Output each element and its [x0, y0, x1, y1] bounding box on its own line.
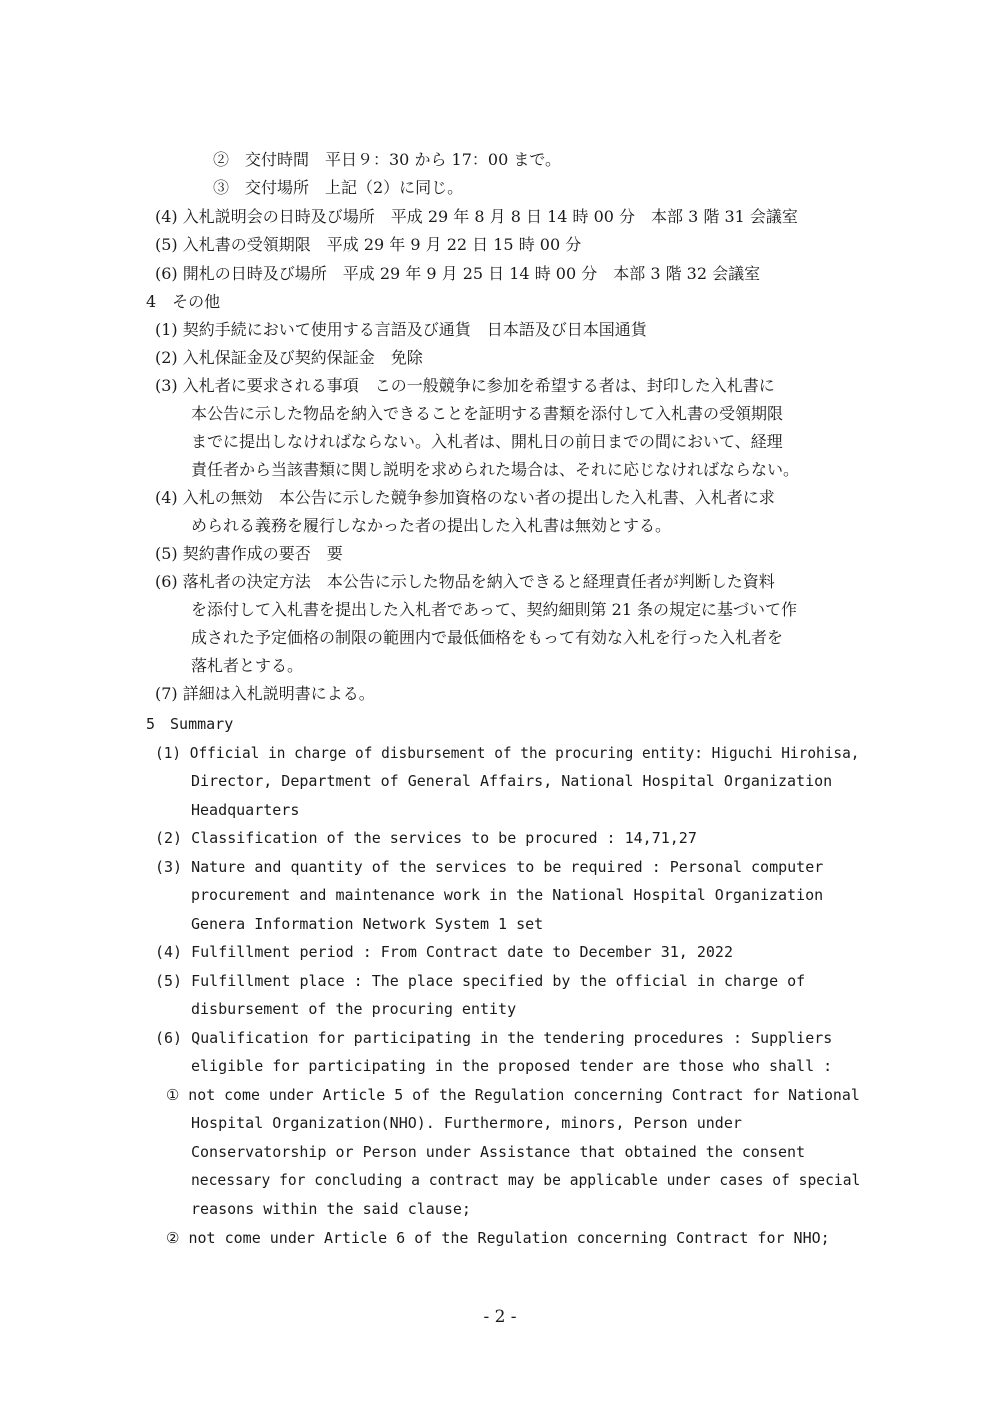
text-line: (2) Classification of the services to be procured : 14,71,27	[155, 829, 697, 847]
text-line: ① not come under Article 5 of the Regulation concerning Contract for National	[166, 1086, 860, 1104]
text-line: (3) 入札者に要求される事項 この一般競争に参加を希望する者は、封印した入札書に	[155, 376, 775, 395]
text-line: ② not come under Article 6 of the Regulation concerning Contract for NHO;	[166, 1229, 830, 1247]
text-line: (1) 契約手続において使用する言語及び通貨 日本語及び日本国通貨	[155, 320, 647, 339]
text-line: (7) 詳細は入札説明書による。	[155, 684, 375, 703]
text-line: 落札者とする。	[191, 656, 304, 675]
text-line: procurement and maintenance work in the National Hospital Organization	[191, 886, 824, 904]
text-line: (6) 落札者の決定方法 本公告に示した物品を納入できると経理責任者が判断した資料	[155, 572, 775, 591]
page-number: - 2 -	[483, 1307, 517, 1327]
text-line: (5) 契約書作成の要否 要	[155, 544, 343, 563]
text-line: Headquarters	[191, 801, 300, 819]
text-line: を添付して入札書を提出した入札者であって、契約細則第 21 条の規定に基づいて作	[191, 600, 798, 619]
text-line: 責任者から当該書類に関し説明を求められた場合は、それに応じなければならない。	[191, 460, 800, 479]
text-line: (4) Fulfillment period : From Contract date to December 31, 2022	[155, 943, 733, 961]
text-line: (4) 入札の無効 本公告に示した競争参加資格のない者の提出した入札書、入札者に求	[155, 488, 775, 507]
text-line: (3) Nature and quantity of the services to be required : Personal computer	[155, 858, 824, 876]
text-line: (6) Qualification for participating in the tendering procedures : Suppliers	[155, 1029, 833, 1047]
text-line: 本公告に示した物品を納入できることを証明する書類を添付して入札書の受領期限	[191, 404, 784, 423]
text-line: disbursement of the procuring entity	[191, 1000, 517, 1018]
text-line: (5) Fulfillment place : The place specified by the official in charge of	[155, 972, 806, 990]
text-line: (1) Official in charge of disbursement of the procuring entity: Higuchi Hirohisa,	[155, 744, 860, 762]
text-line: reasons within the said clause;	[191, 1200, 471, 1218]
text-line: Conservatorship or Person under Assistance that obtained the consent	[191, 1143, 806, 1161]
text-line: ② 交付時間 平日９：30 から 17：00 まで。	[213, 150, 562, 169]
text-line: (2) 入札保証金及び契約保証金 免除	[155, 348, 423, 367]
text-line: eligible for participating in the proposed tender are those who shall :	[191, 1057, 833, 1075]
text-line: までに提出しなければならない。入札者は、開札日の前日までの間において、経理	[191, 432, 783, 451]
section-heading: 4 その他	[146, 292, 221, 311]
text-line: Hospital Organization(NHO). Furthermore, minors, Person under	[191, 1114, 742, 1132]
section-heading: 5 Summary	[146, 715, 234, 733]
text-line: Director, Department of General Affairs, National Hospital Organization	[191, 772, 833, 790]
text-line: (6) 開札の日時及び場所 平成 29 年 9 月 25 日 14 時 00 分 本部 3 階 32 会議室	[155, 264, 761, 283]
text-line: (5) 入札書の受領期限 平成 29 年 9 月 22 日 15 時 00 分	[155, 235, 582, 254]
text-line: められる義務を履行しなかった者の提出した入札書は無効とする。	[191, 516, 672, 535]
text-line: necessary for concluding a contract may be applicable under cases of special	[191, 1171, 861, 1189]
text-line: ③ 交付場所 上記（2）に同じ。	[213, 178, 464, 197]
text-line: (4) 入札説明会の日時及び場所 平成 29 年 8 月 8 日 14 時 00 分 本部 3 階 31 会議室	[155, 207, 798, 226]
text-line: Genera Information Network System 1 set	[191, 915, 544, 933]
text-line: 成された予定価格の制限の範囲内で最低価格をもって有効な入札を行った入札者を	[191, 628, 784, 647]
